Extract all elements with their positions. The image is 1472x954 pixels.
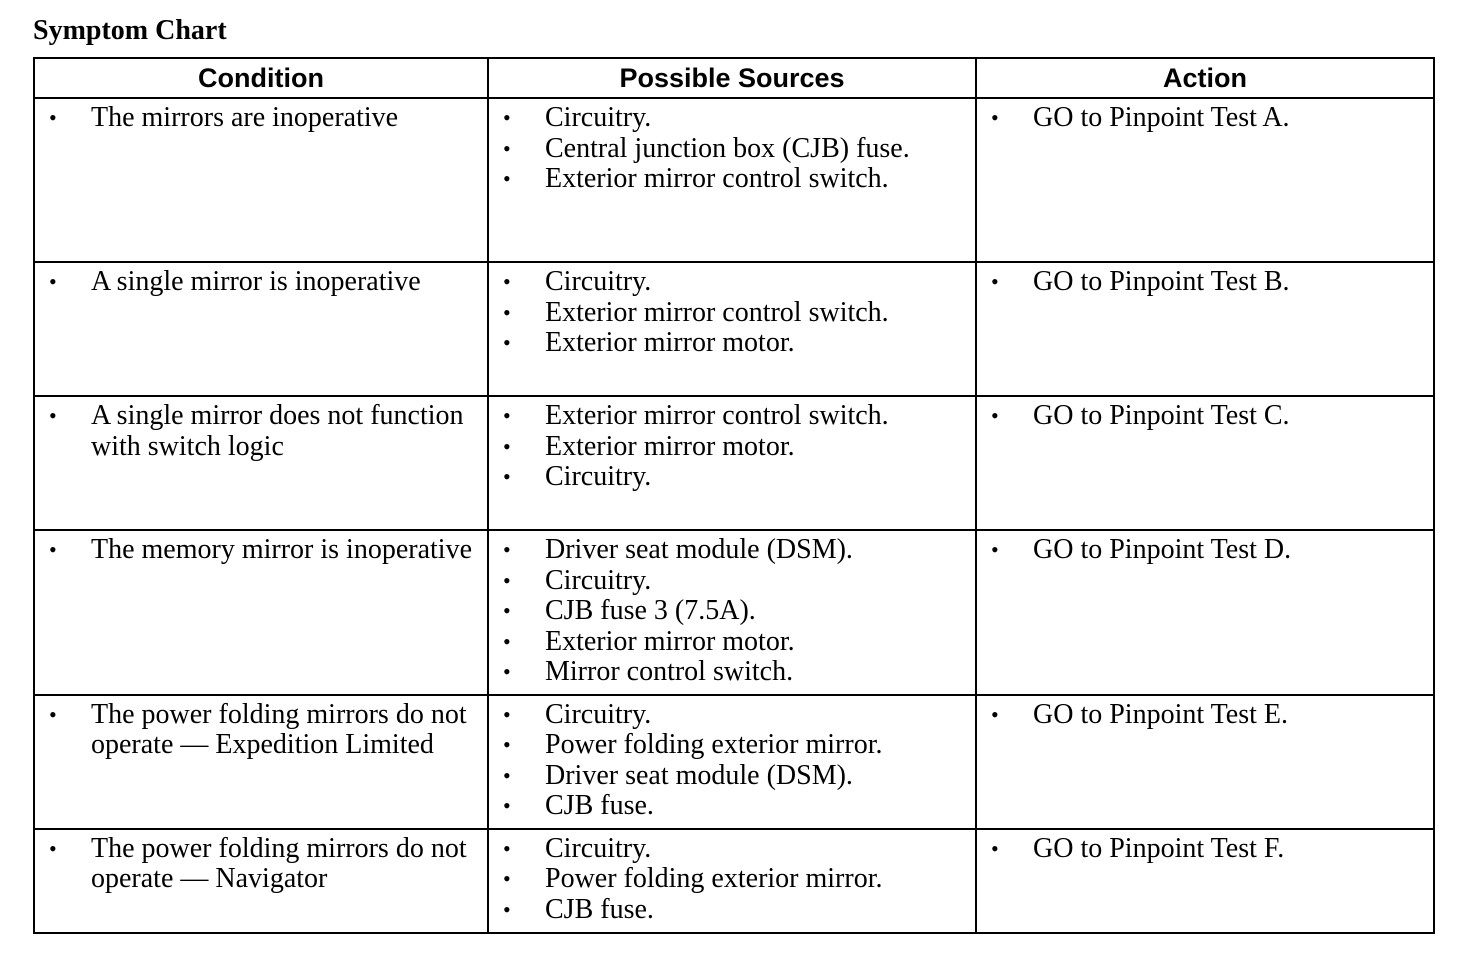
bullet-icon: •: [503, 135, 511, 161]
source-text: Exterior mirror control switch.: [545, 163, 889, 194]
sources-cell: [488, 396, 976, 530]
list-item: [987, 700, 1423, 731]
list-item: [45, 834, 477, 895]
bullet-icon: •: [503, 659, 511, 684]
action-cell: [976, 396, 1434, 530]
list-item: [499, 134, 965, 165]
list-item: [45, 267, 477, 298]
action-text: GO to Pinpoint Test D.: [1033, 534, 1292, 565]
list-item: [499, 791, 965, 822]
bullet-icon: •: [49, 105, 57, 130]
header-possible-sources: Possible Sources: [488, 58, 976, 98]
source-text: Circuitry.: [545, 461, 652, 492]
list-item: [499, 164, 965, 195]
source-text: Driver seat module (DSM).: [545, 534, 853, 565]
bullet-icon: •: [991, 269, 999, 294]
bullet-icon: •: [49, 403, 57, 428]
source-text: Power folding exterior mirror.: [545, 729, 883, 760]
bullet-icon: •: [503, 105, 511, 130]
list-item: [45, 535, 477, 566]
sources-cell: [488, 695, 976, 829]
source-text: Exterior mirror control switch.: [545, 400, 889, 431]
bullet-icon: •: [503, 762, 511, 788]
list-item: [499, 730, 965, 761]
condition-cell: [34, 98, 488, 262]
sources-cell: [488, 829, 976, 933]
list-item: [499, 298, 965, 329]
bullet-icon: •: [49, 835, 57, 861]
bullet-icon: •: [503, 866, 511, 891]
list-item: [45, 401, 477, 462]
list-item: [499, 761, 965, 792]
sources-cell: [488, 262, 976, 396]
source-text: Exterior mirror motor.: [545, 625, 795, 657]
source-text: Exterior mirror control switch.: [545, 296, 889, 328]
list-item: [499, 596, 965, 627]
header-condition: Condition: [34, 58, 488, 98]
source-text: Exterior mirror motor.: [545, 430, 795, 462]
action-cell: [976, 530, 1434, 695]
bullet-icon: •: [503, 896, 511, 922]
bullet-icon: •: [49, 701, 57, 727]
condition-cell: [34, 530, 488, 695]
bullet-icon: •: [503, 732, 511, 757]
bullet-icon: •: [503, 403, 511, 428]
list-item: [499, 627, 965, 658]
source-text: Mirror control switch.: [545, 656, 794, 687]
condition-text: A single mirror is inoperative: [91, 266, 421, 297]
condition-text: The memory mirror is inoperative: [91, 534, 472, 565]
condition-cell: [34, 695, 488, 829]
source-text: Power folding exterior mirror.: [545, 863, 883, 894]
action-text: GO to Pinpoint Test E.: [1033, 698, 1288, 730]
bullet-icon: •: [503, 464, 511, 489]
list-item: [499, 328, 965, 359]
list-item: [987, 834, 1423, 865]
bullet-icon: •: [991, 105, 999, 130]
action-cell: [976, 829, 1434, 933]
bullet-icon: •: [503, 166, 511, 191]
source-text: Circuitry.: [545, 564, 652, 596]
list-item: [987, 535, 1423, 566]
condition-text: The power folding mirrors do not operate — Expedition Limited: [91, 698, 467, 760]
condition-cell: [34, 829, 488, 933]
list-item: [499, 535, 965, 566]
sources-cell: [488, 530, 976, 695]
bullet-icon: •: [503, 433, 511, 459]
action-text: GO to Pinpoint Test B.: [1033, 266, 1290, 297]
list-item: [987, 401, 1423, 432]
source-text: Central junction box (CJB) fuse.: [545, 132, 910, 164]
table-header-row: [34, 58, 1434, 98]
header-action: Action: [976, 58, 1434, 98]
bullet-icon: •: [503, 628, 511, 654]
source-text: Circuitry.: [545, 698, 652, 730]
list-item: [499, 462, 965, 493]
source-text: Exterior mirror motor.: [545, 327, 795, 358]
symptom-chart-table: [33, 57, 1435, 934]
list-item: [499, 103, 965, 134]
source-text: CJB fuse 3 (7.5A).: [545, 595, 756, 626]
bullet-icon: •: [991, 537, 999, 562]
bullet-icon: •: [49, 269, 57, 294]
bullet-icon: •: [503, 330, 511, 355]
bullet-icon: •: [503, 793, 511, 818]
bullet-icon: •: [991, 403, 999, 428]
list-item: [987, 103, 1423, 134]
list-item: [45, 700, 477, 761]
bullet-icon: •: [503, 567, 511, 593]
bullet-icon: •: [991, 701, 999, 727]
table-row: [34, 262, 1434, 396]
action-text: GO to Pinpoint Test C.: [1033, 400, 1290, 431]
table-row: [34, 829, 1434, 933]
source-text: Circuitry.: [545, 102, 652, 133]
list-item: [499, 895, 965, 926]
bullet-icon: •: [503, 269, 511, 294]
action-cell: [976, 695, 1434, 829]
source-text: CJB fuse.: [545, 790, 654, 821]
source-text: Driver seat module (DSM).: [545, 759, 853, 791]
condition-cell: [34, 396, 488, 530]
bullet-icon: •: [503, 598, 511, 623]
table-row: [34, 98, 1434, 262]
action-text: GO to Pinpoint Test F.: [1033, 832, 1285, 864]
list-item: [499, 657, 965, 688]
list-item: [499, 432, 965, 463]
list-item: [45, 103, 477, 134]
bullet-icon: •: [503, 299, 511, 325]
list-item: [987, 267, 1423, 298]
action-cell: [976, 98, 1434, 262]
condition-text: The power folding mirrors do not operate — Navigator: [91, 832, 467, 894]
sources-cell: [488, 98, 976, 262]
source-text: CJB fuse.: [545, 893, 654, 925]
condition-text: A single mirror does not function with switch logic: [91, 400, 464, 462]
list-item: [499, 401, 965, 432]
list-item: [499, 267, 965, 298]
source-text: Circuitry.: [545, 832, 652, 864]
action-cell: [976, 262, 1434, 396]
action-text: GO to Pinpoint Test A.: [1033, 102, 1290, 133]
list-item: [499, 566, 965, 597]
bullet-icon: •: [503, 537, 511, 562]
source-text: Circuitry.: [545, 266, 652, 297]
table-row: [34, 530, 1434, 695]
page-title: Symptom Chart: [33, 15, 227, 46]
bullet-icon: •: [503, 701, 511, 727]
table-row: [34, 396, 1434, 530]
bullet-icon: •: [49, 537, 57, 562]
bullet-icon: •: [991, 835, 999, 861]
list-item: [499, 864, 965, 895]
list-item: [499, 834, 965, 865]
condition-cell: [34, 262, 488, 396]
table-row: [34, 695, 1434, 829]
bullet-icon: •: [503, 835, 511, 861]
list-item: [499, 700, 965, 731]
condition-text: The mirrors are inoperative: [91, 102, 399, 133]
